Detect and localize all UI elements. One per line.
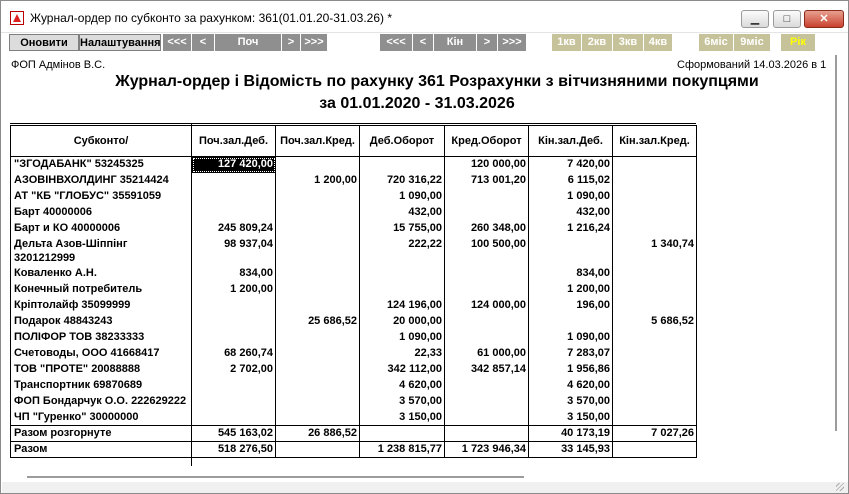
amount-cell[interactable]: 432,00 bbox=[529, 205, 613, 221]
amount-cell[interactable]: 7 283,07 bbox=[529, 346, 613, 362]
resize-grip-icon[interactable] bbox=[836, 483, 844, 491]
amount-cell[interactable] bbox=[445, 378, 529, 394]
total-label: Разом bbox=[11, 442, 192, 458]
maximize-button[interactable]: □ bbox=[773, 10, 801, 28]
horizontal-scrollbar[interactable] bbox=[2, 472, 829, 482]
table-row[interactable] bbox=[11, 221, 697, 237]
report-period: за 01.01.2020 - 31.03.2026 bbox=[319, 95, 515, 112]
column-header[interactable]: Кред.Оборот bbox=[445, 126, 529, 157]
subconto-cell[interactable]: Конечный потребитель bbox=[11, 282, 192, 298]
quarter-3-button[interactable]: 3кв bbox=[613, 34, 643, 51]
amount-cell[interactable] bbox=[445, 314, 529, 330]
amount-cell[interactable]: 1 200,00 bbox=[192, 282, 276, 298]
quarter-2-button[interactable]: 2кв bbox=[582, 34, 612, 51]
total-cell[interactable]: 518 276,50 bbox=[192, 442, 276, 458]
amount-cell[interactable]: 3 150,00 bbox=[529, 410, 613, 426]
total-cell[interactable]: 1 238 815,77 bbox=[360, 442, 445, 458]
amount-cell[interactable]: 124 196,00 bbox=[360, 298, 445, 314]
amount-cell[interactable]: 15 755,00 bbox=[360, 221, 445, 237]
total-cell[interactable]: 545 163,02 bbox=[192, 426, 276, 442]
amount-cell[interactable]: 4 620,00 bbox=[529, 378, 613, 394]
app-icon bbox=[10, 11, 24, 25]
amount-cell[interactable] bbox=[276, 330, 360, 346]
subconto-cell[interactable]: ФОП Бондарчук О.О. 222629222 bbox=[11, 394, 192, 410]
status-bar bbox=[2, 482, 848, 493]
amount-cell[interactable]: 1 956,86 bbox=[529, 362, 613, 378]
amount-cell[interactable] bbox=[613, 205, 697, 221]
amount-cell[interactable]: 6 115,02 bbox=[529, 173, 613, 189]
amount-cell[interactable]: 98 937,04 bbox=[192, 237, 276, 266]
table-row[interactable] bbox=[11, 410, 697, 426]
toolbar bbox=[9, 34, 819, 51]
amount-cell[interactable] bbox=[445, 189, 529, 205]
amount-cell[interactable] bbox=[529, 314, 613, 330]
amount-cell[interactable] bbox=[192, 314, 276, 330]
half-year-button[interactable]: 6міс bbox=[699, 34, 733, 51]
subconto-cell[interactable]: Барт 40000006 bbox=[11, 205, 192, 221]
table-top-rule bbox=[10, 123, 696, 124]
amount-cell[interactable] bbox=[613, 266, 697, 282]
amount-cell[interactable] bbox=[613, 394, 697, 410]
amount-cell[interactable]: 3 570,00 bbox=[529, 394, 613, 410]
amount-cell[interactable]: 834,00 bbox=[529, 266, 613, 282]
amount-cell[interactable] bbox=[529, 237, 613, 266]
start-last-button[interactable]: >>> bbox=[301, 34, 327, 51]
table-row[interactable] bbox=[11, 237, 697, 266]
amount-cell[interactable]: 25 686,52 bbox=[276, 314, 360, 330]
amount-cell[interactable] bbox=[192, 298, 276, 314]
total-expanded-row[interactable] bbox=[11, 426, 697, 442]
table-header-row bbox=[11, 126, 697, 157]
amount-cell[interactable] bbox=[613, 346, 697, 362]
table-row[interactable] bbox=[11, 298, 697, 314]
ledger-table bbox=[10, 125, 697, 458]
amount-cell[interactable] bbox=[445, 266, 529, 282]
organization-name: ФОП Адмінов В.С. bbox=[11, 59, 106, 71]
amount-cell[interactable]: 432,00 bbox=[360, 205, 445, 221]
amount-cell[interactable] bbox=[613, 157, 697, 173]
column-divider bbox=[191, 123, 192, 466]
amount-cell[interactable]: 1 090,00 bbox=[529, 189, 613, 205]
table-row[interactable] bbox=[11, 394, 697, 410]
amount-cell[interactable]: 3 150,00 bbox=[360, 410, 445, 426]
amount-cell[interactable]: 260 348,00 bbox=[445, 221, 529, 237]
amount-cell[interactable] bbox=[445, 394, 529, 410]
subconto-cell[interactable]: Коваленко А.Н. bbox=[11, 266, 192, 282]
table-row[interactable] bbox=[11, 266, 697, 282]
start-prev-button[interactable]: < bbox=[192, 34, 214, 51]
subconto-cell[interactable]: АЗОВІНВХОЛДИНГ 35214424 bbox=[11, 173, 192, 189]
horizontal-scroll-thumb[interactable] bbox=[27, 476, 524, 478]
total-cell[interactable]: 7 027,26 bbox=[613, 426, 697, 442]
amount-cell[interactable] bbox=[276, 362, 360, 378]
amount-cell[interactable] bbox=[276, 378, 360, 394]
amount-cell[interactable]: 7 420,00 bbox=[529, 157, 613, 173]
total-label: Разом розгорнуте bbox=[11, 426, 192, 442]
amount-cell[interactable]: 5 686,52 bbox=[613, 314, 697, 330]
amount-cell[interactable] bbox=[192, 189, 276, 205]
amount-cell[interactable] bbox=[613, 330, 697, 346]
column-header[interactable]: Субконто/ bbox=[11, 126, 192, 157]
subconto-cell[interactable]: "ЗГОДАБАНК" 53245325 bbox=[11, 157, 192, 173]
close-button[interactable]: ✕ bbox=[804, 10, 844, 28]
amount-cell[interactable] bbox=[192, 330, 276, 346]
quarter-1-button[interactable]: 1кв bbox=[552, 34, 581, 51]
amount-cell[interactable]: 68 260,74 bbox=[192, 346, 276, 362]
column-header[interactable]: Поч.зал.Кред. bbox=[276, 126, 360, 157]
amount-cell[interactable] bbox=[276, 346, 360, 362]
amount-cell[interactable]: 120 000,00 bbox=[445, 157, 529, 173]
end-prev-button[interactable]: < bbox=[413, 34, 433, 51]
amount-cell[interactable]: 1 090,00 bbox=[360, 330, 445, 346]
column-header[interactable]: Кін.зал.Деб. bbox=[529, 126, 613, 157]
amount-cell[interactable] bbox=[192, 410, 276, 426]
table-row[interactable] bbox=[11, 189, 697, 205]
amount-cell[interactable] bbox=[360, 266, 445, 282]
title-bar[interactable] bbox=[1, 1, 848, 33]
start-first-button[interactable]: <<< bbox=[163, 34, 191, 51]
end-last-button[interactable]: >>> bbox=[498, 34, 526, 51]
end-next-button[interactable]: > bbox=[477, 34, 497, 51]
amount-cell[interactable]: 100 500,00 bbox=[445, 237, 529, 266]
column-header[interactable]: Деб.Оборот bbox=[360, 126, 445, 157]
amount-cell[interactable]: 834,00 bbox=[192, 266, 276, 282]
amount-cell[interactable] bbox=[613, 221, 697, 237]
quarter-4-button[interactable]: 4кв bbox=[644, 34, 672, 51]
table-row[interactable] bbox=[11, 314, 697, 330]
amount-cell[interactable] bbox=[613, 298, 697, 314]
column-header[interactable]: Поч.зал.Деб. bbox=[192, 126, 276, 157]
subconto-cell[interactable]: Счетоводы, ООО 41668417 bbox=[11, 346, 192, 362]
table-row[interactable] bbox=[11, 378, 697, 394]
amount-cell[interactable] bbox=[613, 282, 697, 298]
amount-cell[interactable]: 222,22 bbox=[360, 237, 445, 266]
amount-cell[interactable]: 1 216,24 bbox=[529, 221, 613, 237]
total-row[interactable] bbox=[11, 442, 697, 458]
table-row[interactable] bbox=[11, 282, 697, 298]
amount-cell[interactable] bbox=[276, 282, 360, 298]
total-cell[interactable] bbox=[276, 442, 360, 458]
amount-cell[interactable] bbox=[192, 173, 276, 189]
end-first-button[interactable]: <<< bbox=[380, 34, 412, 51]
subconto-cell[interactable]: Подарок 48843243 bbox=[11, 314, 192, 330]
amount-cell[interactable]: 3 570,00 bbox=[360, 394, 445, 410]
amount-cell[interactable]: 1 200,00 bbox=[276, 173, 360, 189]
subconto-cell[interactable]: АТ "КБ "ГЛОБУС" 35591059 bbox=[11, 189, 192, 205]
amount-cell[interactable]: 20 000,00 bbox=[360, 314, 445, 330]
amount-cell[interactable]: 196,00 bbox=[529, 298, 613, 314]
generated-timestamp: Сформований 14.03.2026 в 1 bbox=[677, 59, 827, 71]
nine-months-button[interactable]: 9міс bbox=[734, 34, 770, 51]
table-row[interactable] bbox=[11, 173, 697, 189]
subconto-cell[interactable]: ПОЛІФОР ТОВ 38233333 bbox=[11, 330, 192, 346]
amount-cell[interactable] bbox=[276, 221, 360, 237]
table-row[interactable] bbox=[11, 346, 697, 362]
amount-cell[interactable] bbox=[613, 362, 697, 378]
amount-cell[interactable]: 1 200,00 bbox=[529, 282, 613, 298]
report-title: Журнал-ордер і Відомість по рахунку 361 Розрахунки з вітчизняними покупцями bbox=[115, 73, 759, 90]
subconto-cell[interactable]: Кріптолайф 35099999 bbox=[11, 298, 192, 314]
table-row[interactable] bbox=[11, 362, 697, 378]
amount-cell[interactable]: 1 340,74 bbox=[613, 237, 697, 266]
total-cell[interactable] bbox=[445, 426, 529, 442]
amount-cell[interactable]: 720 316,22 bbox=[360, 173, 445, 189]
amount-cell[interactable]: 245 809,24 bbox=[192, 221, 276, 237]
amount-cell[interactable]: 22,33 bbox=[360, 346, 445, 362]
vertical-scroll-thumb[interactable] bbox=[835, 55, 837, 431]
end-date-button[interactable]: Кін bbox=[434, 34, 476, 51]
settings-button[interactable]: Налаштування bbox=[79, 34, 161, 51]
amount-cell[interactable] bbox=[276, 237, 360, 266]
amount-cell[interactable] bbox=[445, 282, 529, 298]
amount-cell[interactable] bbox=[360, 157, 445, 173]
year-button[interactable]: Рік bbox=[781, 34, 815, 51]
amount-cell[interactable] bbox=[360, 282, 445, 298]
amount-cell[interactable]: 124 000,00 bbox=[445, 298, 529, 314]
total-cell[interactable]: 40 173,19 bbox=[529, 426, 613, 442]
amount-cell[interactable]: 1 090,00 bbox=[360, 189, 445, 205]
amount-cell[interactable]: 61 000,00 bbox=[445, 346, 529, 362]
table-row[interactable] bbox=[11, 330, 697, 346]
amount-cell[interactable] bbox=[445, 410, 529, 426]
amount-cell[interactable] bbox=[445, 205, 529, 221]
total-cell[interactable] bbox=[360, 426, 445, 442]
table-row[interactable] bbox=[11, 205, 697, 221]
amount-cell[interactable] bbox=[276, 266, 360, 282]
amount-cell[interactable] bbox=[276, 298, 360, 314]
amount-cell[interactable]: 342 112,00 bbox=[360, 362, 445, 378]
column-header[interactable]: Кін.зал.Кред. bbox=[613, 126, 697, 157]
amount-cell[interactable] bbox=[276, 205, 360, 221]
subconto-cell[interactable]: ТОВ "ПРОТЕ" 20088888 bbox=[11, 362, 192, 378]
selected-cell[interactable]: 127 420,00 bbox=[192, 157, 276, 173]
amount-cell[interactable]: 713 001,20 bbox=[445, 173, 529, 189]
vertical-scrollbar[interactable] bbox=[829, 53, 848, 473]
amount-cell[interactable]: 342 857,14 bbox=[445, 362, 529, 378]
amount-cell[interactable] bbox=[613, 410, 697, 426]
amount-cell[interactable] bbox=[276, 394, 360, 410]
amount-cell[interactable] bbox=[276, 157, 360, 173]
report-area[interactable] bbox=[2, 53, 830, 473]
total-cell[interactable] bbox=[613, 442, 697, 458]
subconto-cell[interactable]: Транспортник 69870689 bbox=[11, 378, 192, 394]
subconto-cell[interactable]: Барт и КО 40000006 bbox=[11, 221, 192, 237]
amount-cell[interactable] bbox=[192, 205, 276, 221]
amount-cell[interactable] bbox=[276, 189, 360, 205]
amount-cell[interactable] bbox=[445, 330, 529, 346]
amount-cell[interactable] bbox=[613, 173, 697, 189]
start-date-button[interactable]: Поч bbox=[215, 34, 281, 51]
amount-cell[interactable]: 2 702,00 bbox=[192, 362, 276, 378]
amount-cell[interactable] bbox=[613, 378, 697, 394]
amount-cell[interactable] bbox=[276, 410, 360, 426]
subconto-cell[interactable]: ЧП "Гуренко" 30000000 bbox=[11, 410, 192, 426]
refresh-button[interactable]: Оновити bbox=[9, 34, 79, 51]
total-cell[interactable]: 1 723 946,34 bbox=[445, 442, 529, 458]
amount-cell[interactable] bbox=[192, 378, 276, 394]
amount-cell[interactable] bbox=[613, 189, 697, 205]
total-cell[interactable]: 33 145,93 bbox=[529, 442, 613, 458]
amount-cell[interactable]: 4 620,00 bbox=[360, 378, 445, 394]
minimize-button[interactable]: ▁ bbox=[741, 10, 769, 28]
table-row[interactable] bbox=[11, 157, 697, 173]
window-title: Журнал-ордер по субконто за рахунком: 361(01.01.20-31.03.26) * bbox=[30, 11, 393, 25]
start-next-button[interactable]: > bbox=[282, 34, 300, 51]
amount-cell[interactable] bbox=[192, 394, 276, 410]
total-cell[interactable]: 26 886,52 bbox=[276, 426, 360, 442]
subconto-cell[interactable]: Дельта Азов-Шіппінг 3201212999 bbox=[11, 237, 192, 266]
amount-cell[interactable]: 1 090,00 bbox=[529, 330, 613, 346]
